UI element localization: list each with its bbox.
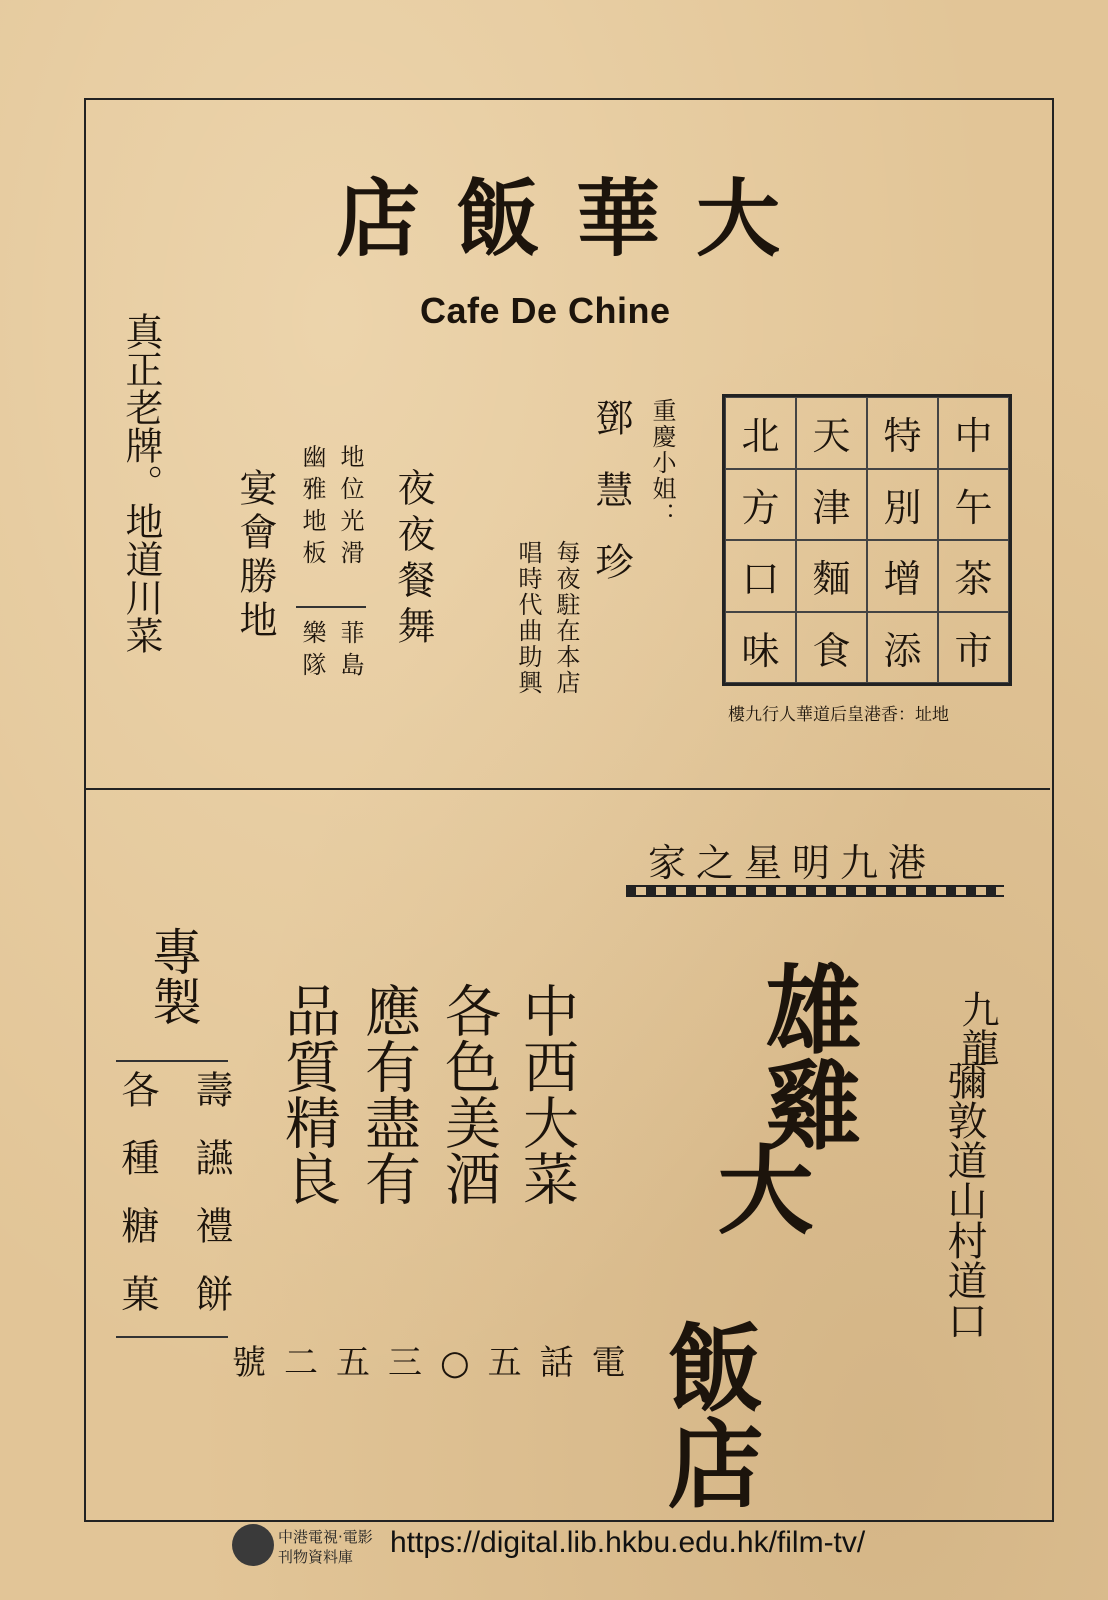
grid-cell: 別 xyxy=(867,469,938,541)
grid-cell: 口 xyxy=(725,540,796,612)
grid-cell: 天 xyxy=(796,397,867,469)
location-col-2: 彌敦道山村道口 xyxy=(941,1060,987,1340)
features-col-4: 菲島 xyxy=(336,620,364,684)
features-col-1: 幽雅地板 xyxy=(298,444,326,572)
features-col-3: 樂隊 xyxy=(298,620,326,684)
restaurant-title-cn: 大華飯店 xyxy=(336,169,817,268)
restaurant-address: 地址：香港皇后道華人行九樓 xyxy=(728,705,949,725)
phone-label: 電話五○三五二號 xyxy=(232,1343,644,1383)
section-divider xyxy=(84,788,1050,790)
archive-name-line1: 中港電視‧電影 xyxy=(278,1528,373,1546)
menu-grid xyxy=(722,394,1012,686)
location-col-1: 九龍 xyxy=(955,990,999,1066)
left-slogan: 真正老牌。地道川菜 xyxy=(119,312,163,654)
restaurant-name-col-1: 雄雞 xyxy=(750,960,863,1152)
grid-cell: 食 xyxy=(796,612,867,684)
archive-name-line2: 刊物資料庫 xyxy=(278,1548,354,1566)
grid-cell: 特 xyxy=(867,397,938,469)
dish-line-1: 中西大菜 xyxy=(514,982,579,1206)
special-rule-bottom xyxy=(116,1336,228,1338)
grid-cell: 北 xyxy=(725,397,796,469)
special-rule-top xyxy=(116,1060,228,1062)
banner-zigzag-rule xyxy=(626,885,1004,897)
grid-cell: 午 xyxy=(938,469,1009,541)
archive-watermark xyxy=(232,1520,872,1572)
grid-cell: 茶 xyxy=(938,540,1009,612)
features-wavy-rule xyxy=(296,606,366,608)
grid-cell: 津 xyxy=(796,469,867,541)
singer-desc-col-2: 唱時代曲助興 xyxy=(514,540,542,696)
dish-line-2: 各色美酒 xyxy=(436,982,501,1206)
singer-name: 鄧慧珍 xyxy=(589,398,633,614)
banquet-text: 宴會勝地 xyxy=(233,468,277,644)
singer-title: 重慶小姐： xyxy=(648,398,676,528)
grid-cell: 味 xyxy=(725,612,796,684)
dish-line-4: 品質精良 xyxy=(276,982,341,1206)
grid-cell: 增 xyxy=(867,540,938,612)
archive-url[interactable]: https://digital.lib.hkbu.edu.hk/film-tv/ xyxy=(390,1526,866,1559)
grid-cell: 中 xyxy=(938,397,1009,469)
special-title: 專製 xyxy=(144,926,202,1026)
archive-logo-icon xyxy=(232,1524,274,1566)
features-col-2: 地位光滑 xyxy=(336,444,364,572)
restaurant-name-col-2: 大 xyxy=(702,1140,815,1236)
restaurant-name-col-3: 飯店 xyxy=(652,1318,765,1510)
singer-desc-col-1: 每夜駐在本店 xyxy=(552,540,580,696)
dish-line-3: 應有盡有 xyxy=(356,982,421,1206)
grid-cell: 添 xyxy=(867,612,938,684)
grid-cell: 麵 xyxy=(796,540,867,612)
grid-cell: 方 xyxy=(725,469,796,541)
grid-cell: 市 xyxy=(938,612,1009,684)
special-col-1: 壽讌禮餅 xyxy=(189,1070,233,1342)
restaurant-title-en: Cafe De Chine xyxy=(420,290,671,331)
nightly-dance-text: 夜夜餐舞 xyxy=(391,468,435,652)
special-col-2: 各種糖菓 xyxy=(115,1070,159,1342)
star-banner: 港九明星之家 xyxy=(648,841,937,885)
